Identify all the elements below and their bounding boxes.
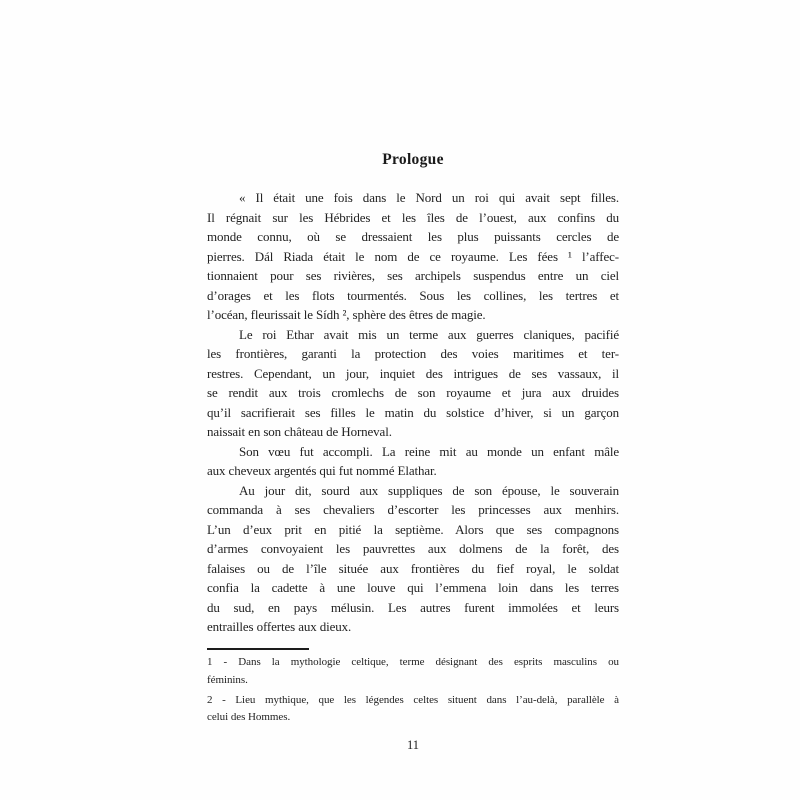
body-line: confia la cadette à une louve qui l’emmena loin dans les terres [207,580,619,595]
body-line: entrailles offertes aux dieux. [207,619,352,634]
body-text [207,188,619,637]
body-line: qu’il sacrifierait ses filles le matin du solstice d’hiver, si un garçon [207,404,619,420]
body-line: Son vœu fut accompli. La reine mit au monde un enfant mâle [239,443,619,459]
footnote [207,654,619,689]
page-title: Prologue [382,151,444,168]
body-line: d’orages et les flots tourmentés. Sous les collines, les tertres et [207,287,619,303]
paragraph [207,188,619,325]
body-line: tionnaient pour ses rivières, ses archipels suspendus entre un ciel [207,268,619,283]
body-line: monde connu, où se dressaient les plus puissants cercles de [207,229,619,244]
footnotes [207,654,619,729]
body-line: Au jour dit, sourd aux suppliques de son épouse, le souverain [239,482,619,498]
body-line: « Il était une fois dans le Nord un roi qui avait sept filles. [239,190,619,205]
body-line: les frontières, garanti la protection des voies maritimes et ter- [207,346,619,361]
page-number: 11 [406,738,420,752]
body-line: aux cheveux argentés qui fut nommé Elathar. [207,463,437,478]
body-line: du sud, en pays mélusin. Les autres furent immolées et leurs [207,599,619,615]
body-line: falaises ou de l’île située aux frontières du fief royal, le soldat [207,560,619,576]
body-line: d’armes convoyaient les pauvrettes aux dolmens de la forêt, des [207,541,619,556]
footnote-line: féminins. [207,673,248,686]
body-line: naissait en son château de Horneval. [207,424,392,439]
paragraph [207,325,619,442]
footnote-line: 1 - Dans la mythologie celtique, terme désignant des esprits masculins ou [207,656,619,668]
body-line: commanda à ses chevaliers d’escorter les princesses aux menhirs. [207,502,619,517]
footnote-line: celui des Hommes. [207,711,291,723]
footnote-line: 2 - Lieu mythique, que les légendes celtes situent dans l’au-delà, parallèle à [207,693,619,706]
body-line: Le roi Ethar avait mis un terme aux guerres claniques, pacifié [239,326,619,342]
body-line: l’océan, fleurissait le Sídh ², sphère des êtres de magie. [207,307,486,322]
body-line: se rendit aux trois cromlechs de son royaume et jura aux druides [207,385,619,400]
paragraph [207,481,619,637]
body-line: restres. Cependant, un jour, inquiet des intrigues de ses vassaux, il [207,365,619,381]
body-line: Il régnait sur les Hébrides et les îles de l’ouest, aux confins du [207,209,619,225]
footnote-separator [207,648,309,650]
footnote [207,692,619,727]
text-column [207,0,619,800]
body-line: L’un d’eux prit en pitié la septième. Alors que ses compagnons [207,521,619,537]
paragraph [207,442,619,481]
body-line: pierres. Dál Riada était le nom de ce royaume. Les fées ¹ l’affec- [207,248,619,264]
